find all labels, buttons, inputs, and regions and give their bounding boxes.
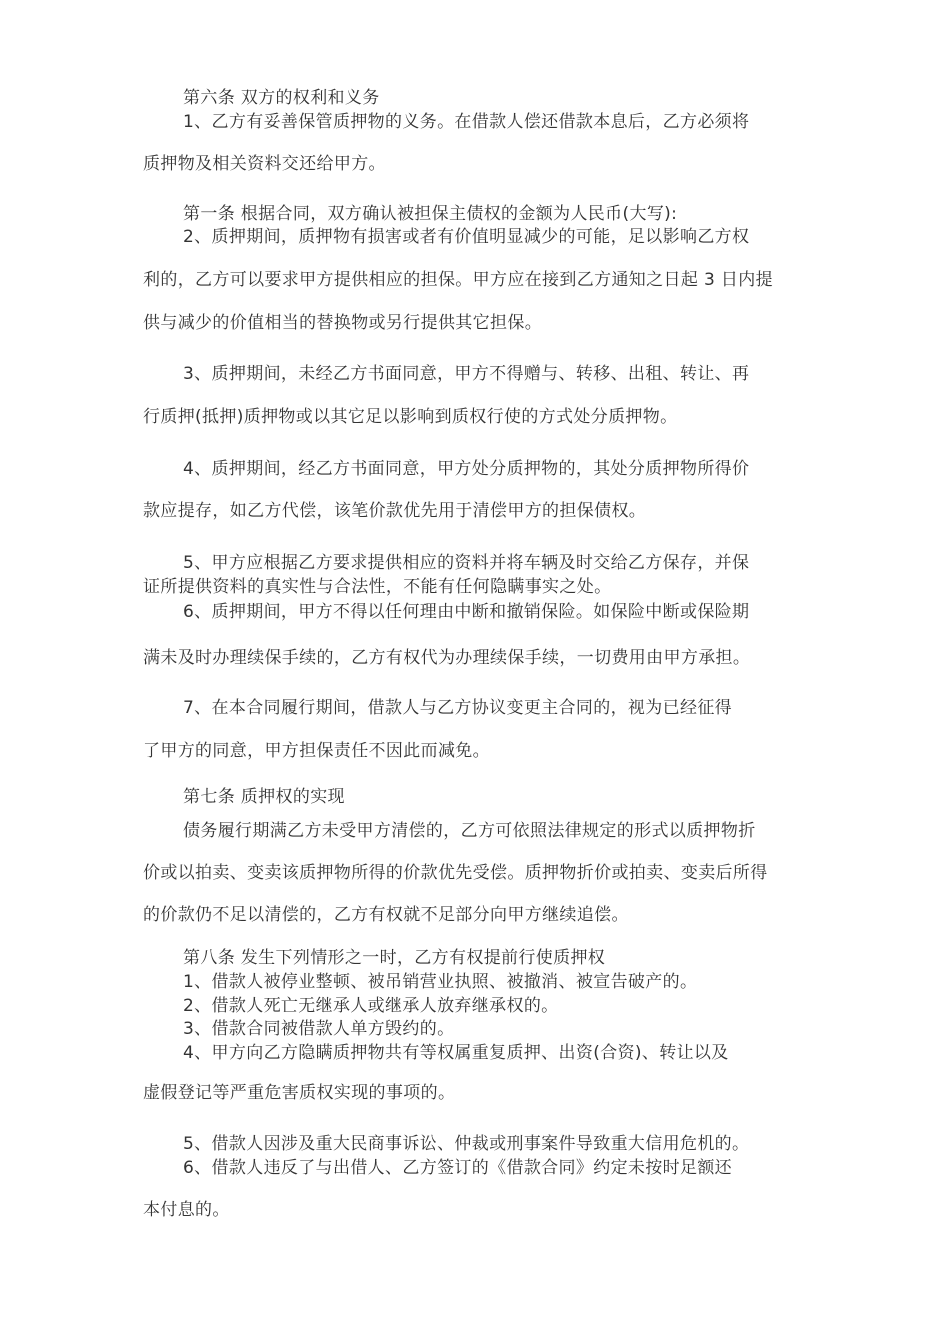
article-7-body-line-3: 的价款仍不足以清偿的，乙方有权就不足部分向甲方继续追偿。 <box>143 905 629 925</box>
article-6-clause-1-line-1: 1、乙方有妥善保管质押物的义务。在借款人偿还借款本息后，乙方必须将 <box>183 112 750 132</box>
article-7-body-line-1: 债务履行期满乙方未受甲方清偿的，乙方可依照法律规定的形式以质押物折 <box>183 821 756 841</box>
article-8-clause-3: 3、借款合同被借款人单方毁约的。 <box>183 1019 455 1039</box>
article-8-clause-5: 5、借款人因涉及重大民商事诉讼、仲裁或刑事案件导致重大信用危机的。 <box>183 1134 750 1154</box>
article-7-heading: 第七条 质押权的实现 <box>183 787 345 807</box>
article-8-clause-4-line-1: 4、甲方向乙方隐瞒质押物共有等权属重复质押、出资(合资)、转让以及 <box>183 1043 729 1063</box>
article-6-clause-2-line-1: 2、质押期间，质押物有损害或者有价值明显减少的可能，足以影响乙方权 <box>183 227 750 247</box>
article-8-clause-2: 2、借款人死亡无继承人或继承人放弃继承权的。 <box>183 996 559 1016</box>
article-6-clause-4-line-2: 款应提存，如乙方代偿，该笔价款优先用于清偿甲方的担保债权。 <box>143 501 647 521</box>
article-6-clause-5-line-2: 证所提供资料的真实性与合法性，不能有任何隐瞒事实之处。 <box>143 577 612 597</box>
article-6-clause-2-line-2: 利的，乙方可以要求甲方提供相应的担保。甲方应在接到乙方通知之日起 3 日内提 <box>143 270 773 290</box>
article-6-clause-7-line-1: 7、在本合同履行期间，借款人与乙方协议变更主合同的，视为已经征得 <box>183 698 733 718</box>
article-8-clause-4-line-2: 虚假登记等严重危害质权实现的事项的。 <box>143 1083 456 1103</box>
article-6-clause-7-line-2: 了甲方的同意，甲方担保责任不因此而减免。 <box>143 741 490 761</box>
article-1-line: 第一条 根据合同，双方确认被担保主债权的金额为人民币(大写): <box>183 204 678 224</box>
article-8-clause-6-line-2: 本付息的。 <box>143 1200 230 1220</box>
article-8-clause-1: 1、借款人被停业整顿、被吊销营业执照、被撤消、被宣告破产的。 <box>183 972 698 992</box>
article-6-clause-1-line-2: 质押物及相关资料交还给甲方。 <box>143 154 386 174</box>
article-7-body-line-2: 价或以拍卖、变卖该质押物所得的价款优先受偿。质押物折价或拍卖、变卖后所得 <box>143 863 768 883</box>
article-6-clause-3-line-1: 3、质押期间，未经乙方书面同意，甲方不得赠与、转移、出租、转让、再 <box>183 364 750 384</box>
article-6-clause-6-line-1: 6、质押期间，甲方不得以任何理由中断和撤销保险。如保险中断或保险期 <box>183 602 750 622</box>
article-6-clause-6-line-2: 满未及时办理续保手续的，乙方有权代为办理续保手续，一切费用由甲方承担。 <box>143 648 751 668</box>
article-6-heading: 第六条 双方的权利和义务 <box>183 88 380 108</box>
article-6-clause-4-line-1: 4、质押期间，经乙方书面同意，甲方处分质押物的，其处分质押物所得价 <box>183 459 750 479</box>
article-8-heading: 第八条 发生下列情形之一时，乙方有权提前行使质押权 <box>183 948 606 968</box>
article-6-clause-5-line-1: 5、甲方应根据乙方要求提供相应的资料并将车辆及时交给乙方保存，并保 <box>183 553 750 573</box>
article-8-clause-6-line-1: 6、借款人违反了与出借人、乙方签订的《借款合同》约定未按时足额还 <box>183 1158 733 1178</box>
article-6-clause-2-line-3: 供与减少的价值相当的替换物或另行提供其它担保。 <box>143 313 543 333</box>
article-6-clause-3-line-2: 行质押(抵押)质押物或以其它足以影响到质权行使的方式处分质押物。 <box>143 407 678 427</box>
